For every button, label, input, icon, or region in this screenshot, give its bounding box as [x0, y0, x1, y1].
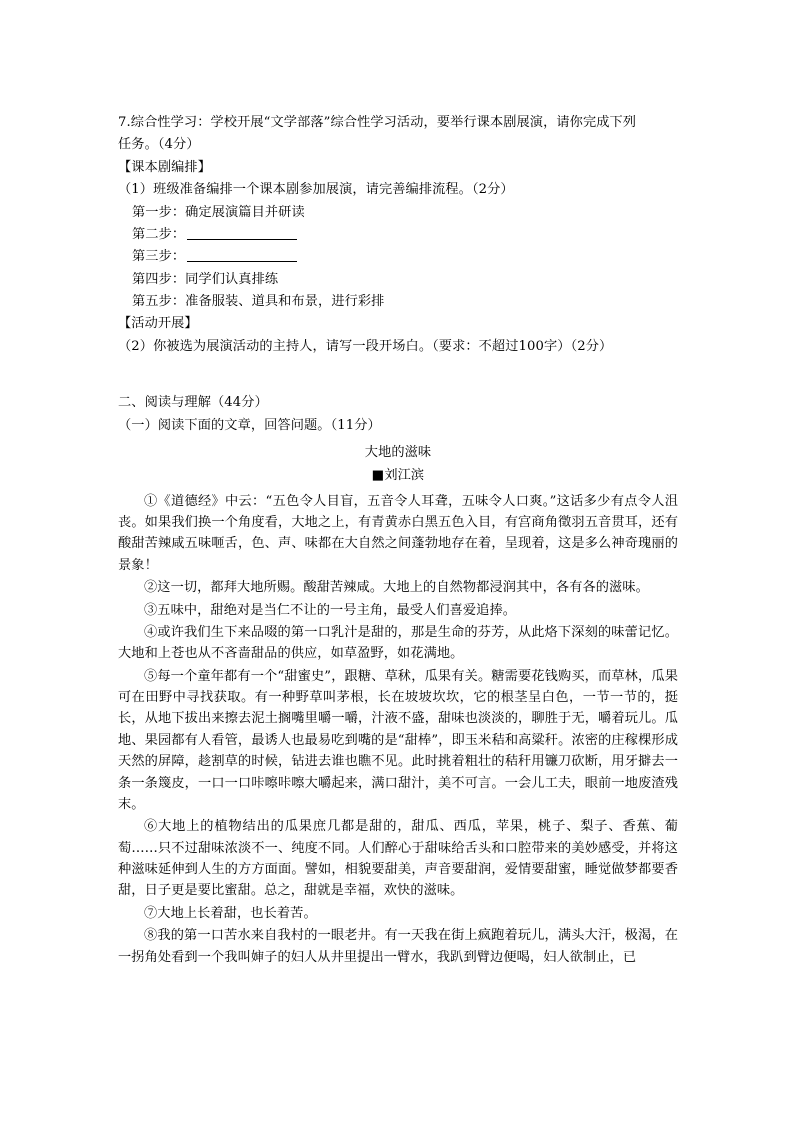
question-7-sub-1: （1）班级准备编排一个课本剧参加展演，请完善编排流程。（2分） — [118, 182, 514, 198]
article-paragraph-3: ③五味中，甜绝对是当仁不让的一号主角，最受人们喜爱追捧。 — [144, 602, 517, 618]
question-7-line-2: 任务。（4分） — [118, 137, 200, 153]
step-label-4: 第四步： — [132, 271, 186, 287]
section-2-sub-heading: （一）阅读下面的文章，回答问题。（11分） — [118, 417, 381, 433]
answer-blank-step-2[interactable] — [187, 226, 297, 240]
article-paragraph-8: ⑧我的第一口苦水来自我村的一眼老井。有一天我在街上疯跑着玩儿，满头大汗，极渴，在一拐角处看到一个我叫婶子的妇人从井里提出一臂水，我趴到臂边便喝，妇人欲制止，已 — [118, 928, 678, 965]
step-label-2: 第二步： — [132, 226, 186, 242]
step-label-1: 第一步： — [132, 204, 186, 220]
step-item-2 — [118, 224, 678, 245]
article-paragraph-4: ④或许我们生下来品啜的第一口乳汁是甜的，那是生命的芬芳，从此烙下深刻的味蕾记忆。大地和上苍也从不吝啬甜品的供应，如草盈野，如花满地。 — [118, 624, 678, 662]
step-text-4: 同学们认真排练 — [185, 271, 279, 287]
section-2-heading: 二、阅读与理解（44分） — [118, 395, 268, 411]
step-item-5 — [118, 291, 678, 312]
section-label-script-arrangement: 【课本剧编排】 — [118, 159, 212, 175]
article-paragraph-5: ⑤每一个童年都有一个“甜蜜史”，跟糖、草秫，瓜果有关。糖需要花钱购买，而草林，瓜果可在田野中寻找获取。有一种野草叫茅根，长在坡坡坎坎，它的根茎呈白色，一节一节的，挺长，从地下拔出来擦去泥土搁嘴里嚼一嚼，汁液不盛，甜味也淡淡的，聊胜于无，嚼着玩儿。瓜地、果园都有人看管，最诱人也最易吃到嘴的是“甜棒”，即玉米秸和高粱秆。浓密的庄稼棵形成天然的屏障，趁割草的时候，钻进去谁也瞧不见。此时挑着粗壮的秸秆用镰刀砍断，用牙擗去一条一条篾皮，一口一口咔嚓咔嚓大嚼起来，满口甜汁，美不可言。一会儿工夫，眼前一地废渣残末。 — [118, 668, 678, 812]
step-label-5: 第五步： — [132, 294, 186, 309]
answer-blank-step-3[interactable] — [187, 249, 297, 263]
section-label-activity: 【活动开展】 — [118, 316, 198, 332]
article-paragraph-2: ②这一切，都拜大地所赐。酸甜苦辣咸。大地上的自然物都浸润其中，各有各的滋味。 — [144, 580, 649, 596]
article-title: 大地的滋味 — [364, 444, 432, 460]
question-7-sub-2: （2）你被选为展演活动的主持人，请写一段开场白。（要求：不超过100字）（2分） — [118, 338, 613, 354]
step-item-1 — [118, 202, 678, 223]
step-item-4 — [118, 269, 678, 290]
section-spacer — [118, 358, 678, 392]
article-paragraph-1: ①《道德经》中云：“五色令人目盲，五音令人耳聋，五味令人口爽。”这话多少有点令人沮丧。如果我们换一个角度看，大地之上，有青黄赤白黑五色入目，有宫商角徵羽五音贯耳，还有酸甜苦辣咸五味咂舌，色、声、味都在大自然之间蓬勃地存在着，呈现着，这是多么神奇瑰丽的景象！ — [118, 493, 678, 573]
step-item-3 — [118, 246, 678, 267]
document-body — [118, 112, 678, 968]
article-paragraph-7: ⑦大地上长着甜，也长着苦。 — [144, 905, 317, 921]
step-text-5: 准备服装、道具和布景，进行彩排 — [185, 294, 385, 309]
question-7-line-1: 7.综合性学习：学校开展“文学部落”综合性学习活动，要举行课本剧展演，请你完成下列 — [118, 115, 637, 130]
step-text-1: 确定展演篇目并研读 — [185, 204, 305, 220]
article-paragraph-6: ⑥大地上的植物结出的瓜果庶几都是甜的，甜瓜、西瓜，苹果，桃子、梨子、香蕉、葡萄……只不过甜味浓淡不一、纯度不同。人们醉心于甜味给舌头和口腔带来的美妙感受，并将这种滋味延伸到人生的方方面面。譬如，相貌要甜美，声音要甜润，爱情要甜蜜，睡觉做梦都要香甜，日子更是要比蜜甜。总之，甜就是幸福，欢快的滋味。 — [118, 819, 678, 899]
article-author: ■刘江滨 — [371, 468, 425, 484]
step-label-3: 第三步： — [132, 249, 186, 265]
